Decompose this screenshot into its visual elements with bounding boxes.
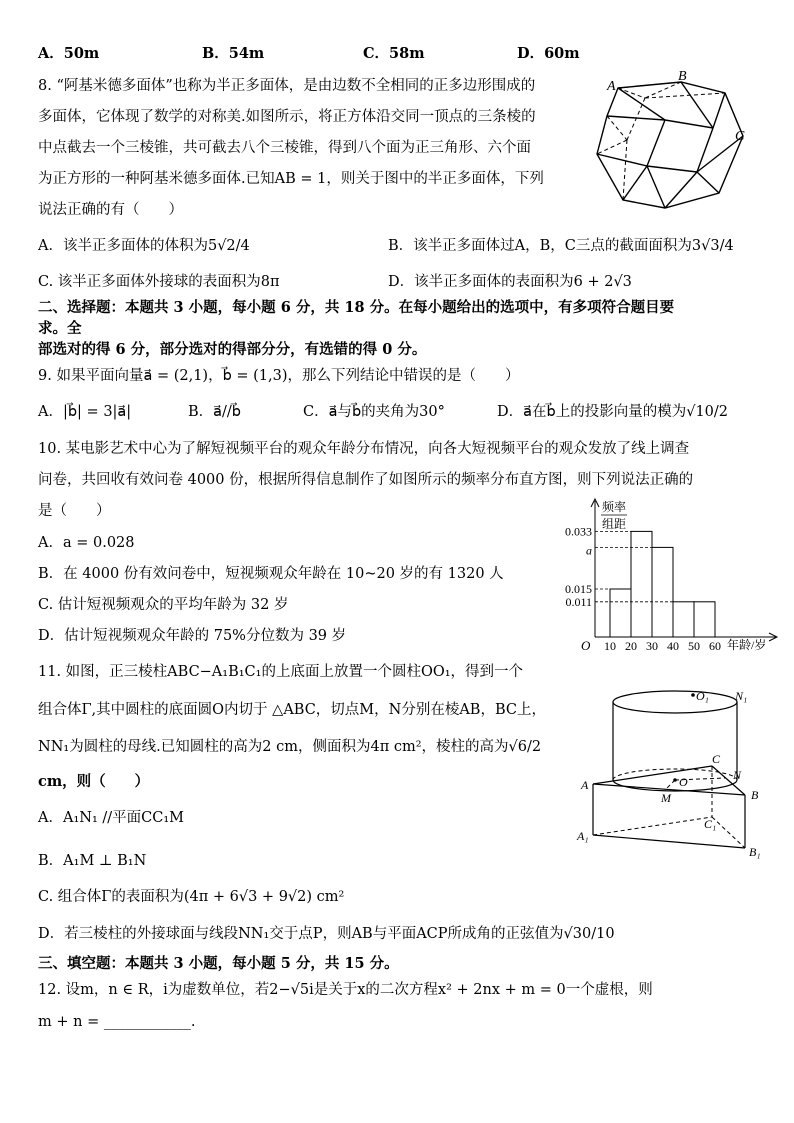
section2-heading-cont: 求。全 [38, 320, 82, 337]
label-o: O [679, 775, 688, 789]
q10-option-d: D．估计短视频观众年龄的 75%分位数为 39 岁 [38, 628, 347, 644]
prev-option-a: A．50m [38, 45, 100, 62]
cuboctahedron-figure [585, 68, 760, 218]
label-b1: B₁ [749, 845, 761, 859]
q9-option-a: A．|b⃗| = 3|a⃗| [38, 404, 132, 420]
y-axis-label-top: 频率 [602, 500, 627, 514]
q8-option-d: D．该半正多面体的表面积为6 + 2√3 [388, 274, 632, 290]
x-tick-label: 40 [667, 639, 679, 653]
histogram-bar [652, 547, 673, 637]
q11-line: NN₁为圆柱的母线.已知圆柱的高为2 cm，侧面积为4π cm²，棱柱的高为√6/2 [38, 739, 542, 755]
label-c1: C₁ [704, 817, 717, 831]
origin-label: O [581, 638, 591, 653]
q8-line: 8. “阿基米德多面体”也称为半正多面体，是由边数不全相同的正多边形围成的 [38, 78, 536, 94]
q11-option-b: B．A₁M ⊥ B₁N [38, 853, 147, 869]
histogram-bar [694, 602, 715, 637]
q10-line: 是（ ） [38, 503, 111, 519]
prev-option-b: B．54m [202, 45, 265, 62]
label-a: A [581, 778, 589, 792]
x-tick-label: 10 [604, 639, 616, 653]
q11-option-d: D．若三棱柱的外接球面与线段NN₁交于点P，则AB与平面ACP所成角的正弦值为√30/10 [38, 926, 615, 942]
q8-line: 多面体，它体现了数学的对称美.如图所示，将正方体沿交同一顶点的三条棱的 [38, 109, 536, 125]
label-n1: N₁ [735, 689, 748, 703]
prev-option-c: C．58m [363, 45, 425, 62]
prism-cylinder-figure [575, 680, 775, 865]
q9-stem: 9. 如果平面向量a⃗ = (2,1)，b⃗ = (1,3)，那么下列结论中错误的是（ ） [38, 368, 520, 384]
label-c: C [712, 752, 721, 766]
x-tick-label: 60 [709, 639, 721, 653]
section3-heading: 三、填空题：本题共 3 小题，每小题 5 分，共 15 分。 [38, 955, 399, 972]
label-n: N [733, 768, 742, 782]
q12-blank[interactable]: m + n = ____________. [38, 1014, 196, 1030]
q8-option-a: A．该半正多面体的体积为5√2/4 [38, 238, 250, 254]
q11-line: 11. 如图，正三棱柱ABC−A₁B₁C₁的上底面上放置一个圆柱OO₁，得到一个 [38, 664, 524, 680]
q9-option-b: B．a⃗//b⃗ [188, 404, 242, 420]
vertex-label-b: B [678, 69, 687, 84]
q12-stem: 12. 设m，n ∈ R，i为虚数单位，若2−√5i是关于x的二次方程x² + 2nx + m = 0一个虚根，则 [38, 982, 653, 998]
q9-option-c: C．a⃗与b⃗的夹角为30° [303, 404, 445, 420]
y-tick-label: 0.015 [565, 582, 592, 596]
q8-line: 中点截去一个三棱锥，共可截去八个三棱锥，得到八个面为正三角形、六个面 [38, 140, 531, 156]
q10-option-b: B．在 4000 份有效问卷中，短视频观众年龄在 10~20 岁的有 1320 人 [38, 566, 504, 582]
y-tick-label: 0.011 [565, 594, 592, 609]
y-tick-label: a [586, 543, 592, 558]
x-axis-label: 年龄/岁 [727, 638, 767, 652]
q8-option-b: B．该半正多面体过A，B，C三点的截面面积为3√3/4 [388, 238, 734, 254]
x-tick-label: 30 [646, 639, 658, 653]
prev-option-d: D．60m [517, 45, 580, 62]
section2-heading: 二、选择题：本题共 3 小题，每小题 6 分，共 18 分。在每小题给出的选项中，有多项符合题目要 [38, 299, 675, 316]
label-b: B [751, 788, 759, 802]
q11-option-c: C. 组合体Γ的表面积为(4π + 6√3 + 9√2) cm² [38, 889, 345, 905]
histogram-bar [673, 602, 694, 637]
frequency-histogram [555, 495, 790, 655]
q8-line: 说法正确的有（ ） [38, 202, 183, 218]
y-tick-label: 0.033 [565, 524, 592, 539]
q10-line: 10. 某电影艺术中心为了解短视频平台的观众年龄分布情况，向各大短视频平台的观众发放了线上调查 [38, 441, 690, 457]
x-tick-label: 50 [688, 639, 700, 653]
q9-option-d: D．a⃗在b⃗上的投影向量的模为√10/2 [497, 404, 729, 420]
q11-line: cm，则（ ） [38, 773, 150, 790]
vertex-label-c: C [735, 129, 745, 144]
q10-option-a: A．a = 0.028 [38, 535, 135, 551]
label-o1: O₁ [696, 689, 709, 703]
q11-option-a: A．A₁N₁ //平面CC₁M [38, 810, 184, 826]
q8-line: 为正方形的一种阿基米德多面体.已知AB = 1，则关于图中的半正多面体，下列 [38, 171, 544, 187]
section2-scoring: 部选对的得 6 分，部分选对的得部分分，有选错的得 0 分。 [38, 341, 427, 358]
vertex-label-a: A [607, 79, 616, 94]
histogram-bar [610, 589, 631, 637]
q11-line: 组合体Γ,其中圆柱的底面圆O内切于 △ABC，切点M，N分别在棱AB，BC上， [38, 702, 546, 718]
label-m: M [661, 791, 671, 805]
label-a1: A₁ [577, 829, 589, 843]
y-axis-label-bottom: 组距 [602, 517, 627, 531]
q8-option-c: C. 该半正多面体外接球的表面积为8π [38, 274, 280, 290]
q10-option-c: C. 估计短视频观众的平均年龄为 32 岁 [38, 597, 289, 613]
q10-line: 问卷，共回收有效问卷 4000 份，根据所得信息制作了如图所示的频率分布直方图，则下列说法正确的 [38, 472, 694, 488]
x-tick-label: 20 [625, 639, 637, 653]
